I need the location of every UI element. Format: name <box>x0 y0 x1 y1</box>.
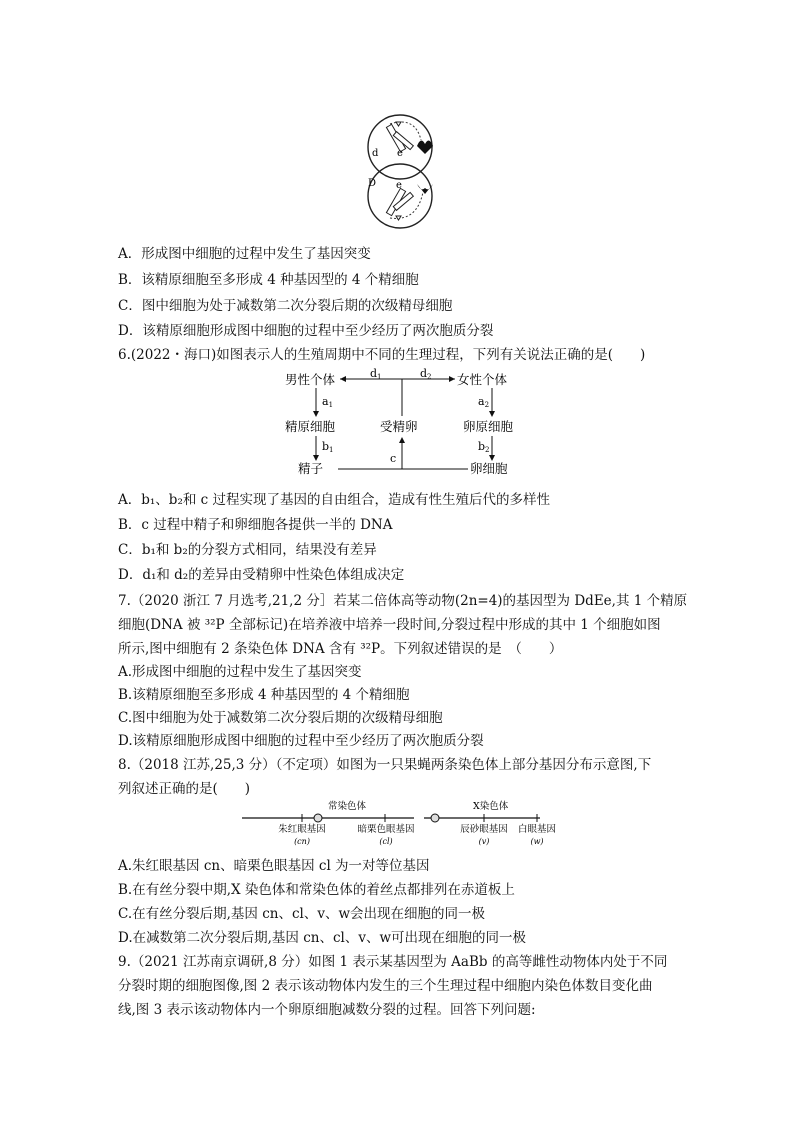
gene-label-d: d <box>372 148 379 159</box>
option-b: B．该精原细胞至多形成 4 种基因型的 4 个精细胞 <box>118 272 419 288</box>
question-9-stem: 9.（2021 江苏南京调研,8 分）如图 1 表示某基因型为 AaBb 的高等雌性动物体内处于不同 <box>118 954 668 970</box>
question-9-stem: 分裂时期的细胞图像,图 2 表示该动物体内发生的三个生理过程中细胞内染色体数目变化曲 <box>118 978 653 994</box>
b1-label: b1 <box>322 440 334 454</box>
question-6-stem: 6.(2022・海口)如图表示人的生殖周期中不同的生理过程，下列有关说法正确的是( ) <box>118 347 646 363</box>
option-d: D．该精原细胞形成图中细胞的过程中至少经历了两次胞质分裂 <box>118 323 494 339</box>
a1-label: a1 <box>322 395 334 409</box>
option-c: C．b₁和 b₂的分裂方式相同，结果没有差异 <box>118 542 377 558</box>
question-8-stem: 列叙述正确的是( ) <box>118 781 251 797</box>
x-chromosome-label: X染色体 <box>473 801 509 812</box>
b2-label: b2 <box>478 440 490 454</box>
gene-cl-label: 暗栗色眼基因 <box>357 824 415 835</box>
gene-cl-symbol: (cl) <box>379 837 393 846</box>
option-b: B．c 过程中精子和卵细胞各提供一半的 DNA <box>118 517 393 533</box>
option-c: C.图中细胞为处于减数第二次分裂后期的次级精母细胞 <box>118 710 443 726</box>
option-b: B.该精原细胞至多形成 4 种基因型的 4 个精细胞 <box>118 687 410 703</box>
reproduction-cycle-diagram <box>280 368 540 483</box>
gene-cn-symbol: (cn) <box>294 837 310 846</box>
gene-w-label: 白眼基因 <box>517 824 557 835</box>
question-9-stem: 线,图 3 表示该动物体内一个卵原细胞减数分裂的过程。回答下列问题: <box>118 1002 536 1018</box>
zygote-label: 受精卵 <box>380 419 418 434</box>
question-8-stem: 8.（2018 江苏,25,3 分）（不定项）如图为一只果蝇两条染色体上部分基因分布示意图,下 <box>118 757 652 773</box>
option-a: A.形成图中细胞的过程中发生了基因突变 <box>118 664 362 680</box>
option-a: A．形成图中细胞的过程中发生了基因突变 <box>118 246 371 262</box>
chromosome-gene-map <box>240 798 570 850</box>
gene-w-symbol: (w) <box>530 837 544 846</box>
question-7-stem: 细胞(DNA 被 ³²P 全部标记)在培养液中培养一段时间,分裂过程中形成的其中 1 个细胞如图 <box>118 617 661 633</box>
autosome-label: 常染色体 <box>328 801 367 812</box>
gene-label-D: D <box>368 178 377 189</box>
sperm-mother-cell-label: 精原细胞 <box>285 419 336 434</box>
gene-cn-label: 朱红眼基因 <box>278 824 326 835</box>
option-d: D.该精原细胞形成图中细胞的过程中至少经历了两次胞质分裂 <box>118 733 484 749</box>
option-c: C.在有丝分裂后期,基因 cn、cl、v、w会出现在细胞的同一极 <box>118 906 486 922</box>
a2-label: a2 <box>478 395 490 409</box>
gene-v-symbol: (v) <box>478 837 490 846</box>
option-b: B.在有丝分裂中期,X 染色体和常染色体的着丝点都排列在赤道板上 <box>118 882 515 898</box>
egg-label: 卵细胞 <box>470 461 508 476</box>
female-label: 女性个体 <box>457 372 508 387</box>
question-7-stem: 7.（2020 浙江 7 月选考,21,2 分］若某二倍体高等动物(2n=4)的基因型为 DdEe,其 1 个精原 <box>118 593 688 609</box>
dividing-cell-figure <box>355 110 445 230</box>
gene-label-e: e <box>397 148 403 159</box>
option-c: C．图中细胞为处于减数第二次分裂后期的次级精母细胞 <box>118 298 453 314</box>
d2-label: d2 <box>420 368 432 381</box>
gene-v-label: 辰砂眼基因 <box>460 824 508 835</box>
option-a: A．b₁、b₂和 c 过程实现了基因的自由组合，造成有性生殖后代的多样性 <box>118 492 550 508</box>
c-label: c <box>390 452 397 465</box>
male-label: 男性个体 <box>285 372 336 387</box>
option-a: A.朱红眼基因 cn、暗栗色眼基因 cl 为一对等位基因 <box>118 858 430 874</box>
sperm-label: 精子 <box>298 461 324 476</box>
d1-label: d1 <box>370 368 382 381</box>
gene-label-e: e <box>396 180 402 191</box>
option-d: D．d₁和 d₂的差异由受精卵中性染色体组成决定 <box>118 567 405 583</box>
question-7-stem: 所示,图中细胞有 2 条染色体 DNA 含有 ³²P。下列叙述错误的是 （ ） <box>118 641 563 657</box>
option-d: D.在减数第二次分裂后期,基因 cn、cl、v、w可出现在细胞的同一极 <box>118 930 527 946</box>
egg-mother-cell-label: 卵原细胞 <box>463 419 514 434</box>
